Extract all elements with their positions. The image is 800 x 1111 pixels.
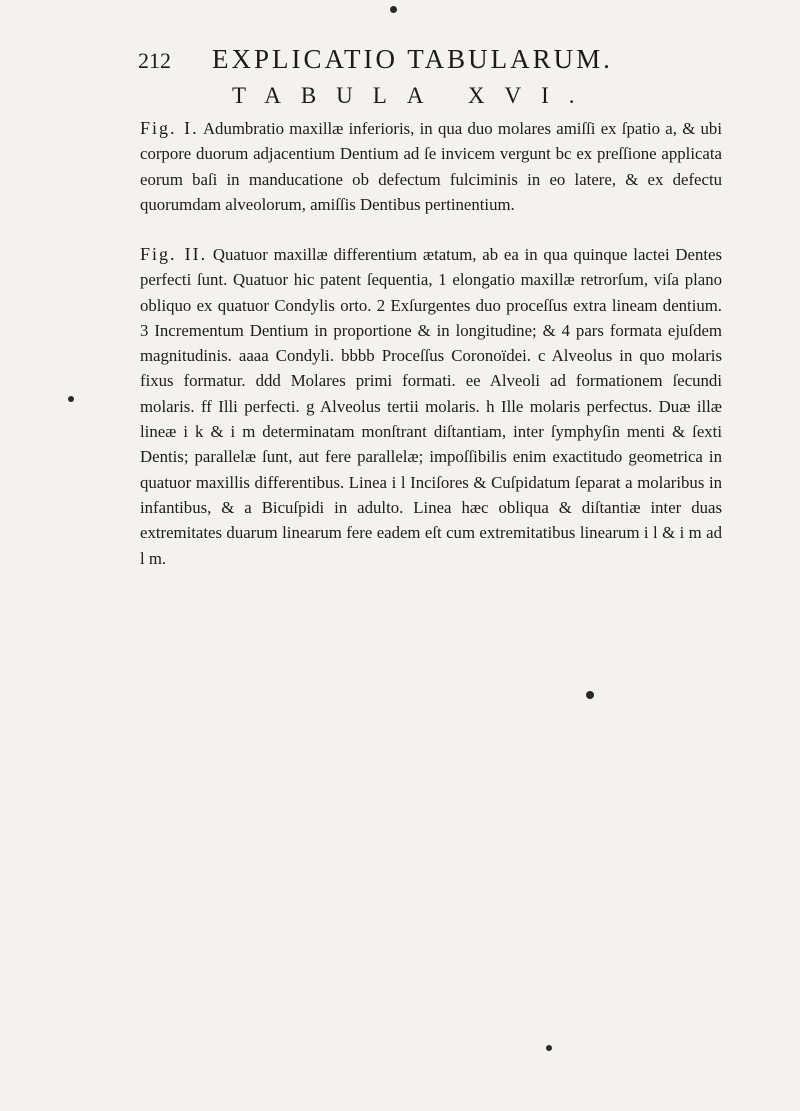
figure-1-explanation — [140, 116, 722, 217]
figure-2-paragraph — [140, 242, 722, 571]
ink-speck — [546, 1045, 552, 1051]
figure-2-label: Fig. II. — [140, 244, 208, 264]
ink-speck — [68, 396, 74, 402]
figure-1-text: Adumbratio maxillæ inferioris, in qua duo molares amiſſi ex ſpatio a, & ubi corpore duorum adjacentium Dentium ad ſe invicem vergunt bc ex preſſione applicata eorum baſi in manducatione ob defectum fulciminis in eo latere, & ex defectu quorumdam alveolorum, amiſſis Dentibus pertinentium. — [140, 119, 722, 214]
figure-1-paragraph — [140, 116, 722, 217]
ink-speck — [390, 6, 397, 13]
figure-2-explanation — [140, 242, 722, 571]
figure-2-text: Quatuor maxillæ differentium ætatum, ab ea in qua quinque lactei Dentes perfecti ſunt. Quatuor hic patent ſequentia, 1 elongatio maxillæ retrorſum, viſa plano obliquo ex quatuor Condylis orto. 2 Exſurgentes duo proceſſus extra lineam dentium. 3 Incrementum Dentium in proportione & in longitudine; & 4 pars formata ejuſdem magnitudinis. aaaa Condyli. bbbb Proceſſus Coronoïdei. c Alveolus in quo molaris fixus formatur. ddd Molares primi formati. ee Alveoli ad formationem ſecundi molaris. ff Illi perfecti. g Alveolus tertii molaris. h Ille molaris perfectus. Duæ illæ lineæ i k & i m determinatam monſtrant diſtantiam, inter ſymphyſin menti & ſexti Dentis; parallelæ ſunt, aut fere parallelæ; impoſſibilis enim exactitudo geometrica in quatuor maxillis differentibus. Linea i l Inciſores & Cuſpidatum ſeparat a molaribus in infantibus, & a Bicuſpidi in adulto. Linea hæc obliqua & diſtantiæ inter duas extremitates duarum linearum fere eadem eſt cum extremitatibus linearum i l & i m ad l m. — [140, 245, 723, 568]
plate-title: TABULA XVI. — [232, 83, 595, 108]
running-head: EXPLICATIO TABULARUM. — [212, 44, 613, 74]
figure-1-label: Fig. I. — [140, 118, 199, 138]
ink-speck — [586, 691, 594, 699]
page-number: 212 — [138, 48, 171, 73]
